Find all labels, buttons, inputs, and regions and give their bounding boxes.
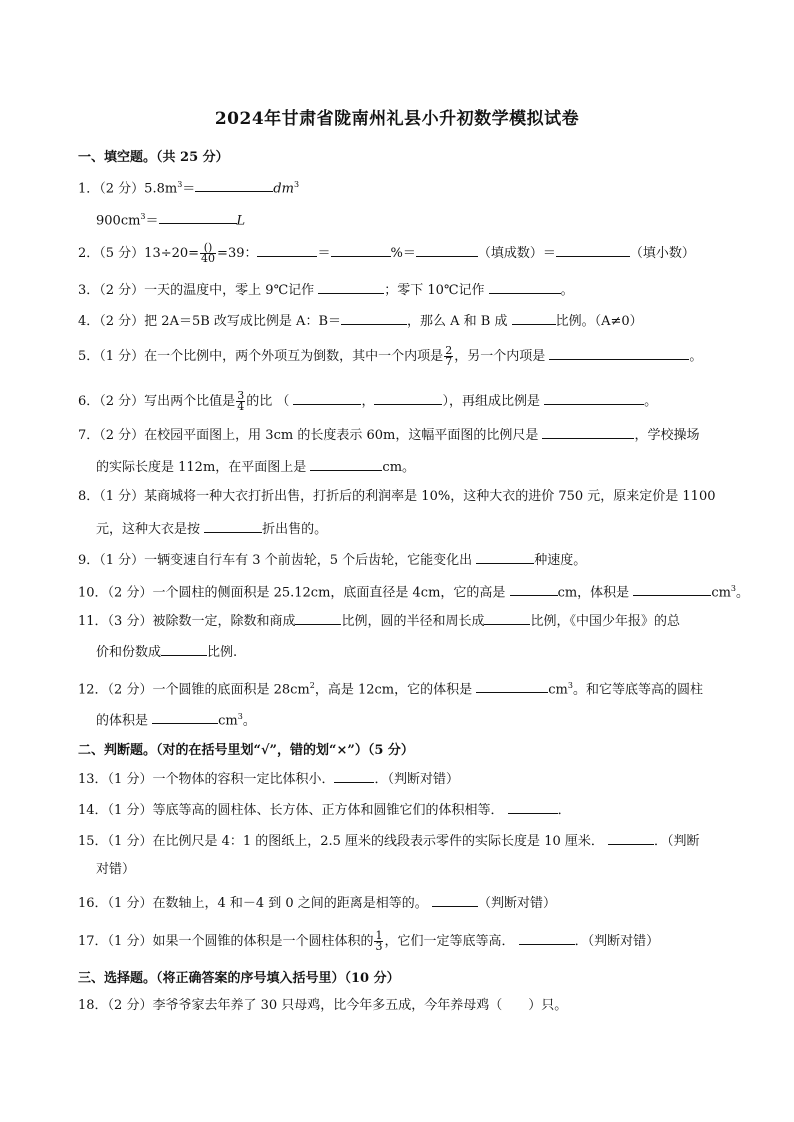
q13-text: ．（判断对错） (374, 772, 459, 787)
answer-blank[interactable] (416, 244, 478, 257)
section-heading-fill-in: 一、填空题。（共 25 分） (78, 150, 229, 165)
q6-text: 。 (644, 394, 658, 409)
question-16 (78, 894, 556, 912)
q17-text: ，它们一定等底等高． (384, 934, 515, 949)
q4-text: 比例。（A≠0） (555, 314, 643, 329)
question-18 (78, 998, 567, 1014)
numerator: 3 (237, 389, 245, 402)
q2-text: =39： (217, 246, 258, 261)
q5-text: 。 (689, 349, 703, 364)
q10-text: 。 (736, 585, 750, 601)
q2-text: （填小数） (629, 246, 695, 261)
answer-blank[interactable] (341, 312, 407, 325)
q2-prefix: 2．（5 分）13÷20= (78, 246, 200, 261)
q7-text: cm。 (382, 460, 416, 475)
q1a-prefix: 1．（2 分）5.8m (78, 181, 178, 197)
q3-text: 3．（2 分）一天的温度中，零上 9℃记作 (78, 283, 315, 298)
q9-text: 9．（1 分）一辆变速自行车有 3 个前齿轮，5 个后齿轮，它能变化出 (78, 553, 473, 568)
q12-text: ，高是 12cm，它的体积是 (314, 682, 473, 698)
q6-text: ），再组成比例是 (442, 394, 540, 409)
q6-text: ， (361, 394, 375, 409)
q5-text: ，另一个内项是 (454, 349, 546, 364)
question-1b (96, 209, 245, 229)
q11-text: 价和份数成 (96, 645, 162, 660)
q11-text: 比例，《中国少年报》的总 (530, 614, 680, 629)
question-11-cont (96, 643, 237, 661)
question-12 (78, 678, 703, 698)
question-7 (78, 426, 699, 444)
question-15-cont (96, 862, 135, 878)
answer-blank[interactable] (484, 612, 530, 625)
answer-blank[interactable] (633, 583, 711, 596)
fraction (200, 243, 216, 264)
q12-text: cm (218, 713, 238, 729)
question-6 (78, 391, 657, 412)
answer-blank[interactable] (295, 612, 341, 625)
q10-text: cm，体积是 (557, 585, 630, 601)
question-9 (78, 551, 586, 569)
q11-text: 比例，圆的半径和周长成 (341, 614, 485, 629)
q2-text: %＝ (390, 246, 416, 261)
unit: L (236, 213, 246, 229)
q8-text: 折出售的。 (262, 522, 328, 537)
q7-text: 7．（2 分）在校园平面图上，用 3cm 的长度表示 60m，这幅平面图的比例尺是 (78, 428, 539, 443)
q14-text: 14．（1 分）等底等高的圆柱体、长方体、正方体和圆锥它们的体积相等． (78, 803, 504, 818)
answer-blank[interactable] (489, 281, 561, 294)
answer-blank[interactable] (318, 281, 384, 294)
equals: ＝ (145, 213, 159, 229)
q12-text: 12．（2 分）一个圆锥的底面积是 28cm (78, 682, 310, 698)
question-12-cont (96, 709, 256, 729)
superscript: 3 (237, 712, 243, 721)
q11-text: 比例. (207, 645, 238, 660)
q2-text: （填成数）＝ (477, 246, 556, 261)
answer-blank[interactable] (195, 179, 273, 192)
answer-blank[interactable] (334, 770, 374, 783)
q12-text: 。 (242, 713, 256, 729)
answer-blank[interactable] (510, 583, 558, 596)
question-7-cont (96, 458, 415, 476)
answer-blank[interactable] (293, 392, 361, 405)
q5-text: 5．（1 分）在一个比例中，两个外项互为倒数，其中一个内项是 (78, 349, 444, 364)
section-heading-true-false: 二、判断题。（对的在括号里划“√”，错的划“×”）（5 分） (78, 743, 414, 758)
denominator: 40 (201, 252, 216, 265)
answer-blank[interactable] (476, 551, 534, 564)
question-8 (78, 489, 716, 505)
fraction (236, 391, 245, 412)
q8-text: 8．（1 分）某商城将一种大衣打折出售，打折后的利润率是 10%，这种大衣的进价 750 元，原来定价是 1100 (78, 489, 716, 504)
denominator: 4 (237, 400, 245, 413)
fraction (374, 931, 383, 952)
q14-text: ． (557, 803, 571, 818)
q17-text: 17．（1 分）如果一个圆锥的体积是一个圆柱体积的 (78, 934, 374, 949)
unit: dm (273, 181, 294, 197)
q16-text: 16．（1 分）在数轴上，4 和－4 到 0 之间的距离是相等的。 (78, 896, 428, 911)
superscript: 3 (293, 180, 300, 189)
numerator: 2 (445, 344, 453, 357)
q9-text: 种速度。 (534, 553, 587, 568)
q13-text: 13．（1 分）一个物体的容积一定比体积小． (78, 772, 335, 787)
q12-text: 。和它等底等高的圆柱 (572, 682, 703, 698)
answer-blank[interactable] (161, 643, 207, 656)
q4-text: 4．（2 分）把 2A＝5B 改写成比例是 A：B＝ (78, 314, 341, 329)
question-10 (78, 581, 749, 601)
section-heading-multiple-choice: 三、选择题。（将正确答案的序号填入括号里）（10 分） (78, 971, 400, 986)
answer-blank[interactable] (257, 244, 317, 257)
q16-text: （判断对错） (477, 896, 556, 911)
answer-blank[interactable] (556, 244, 630, 257)
question-14 (78, 801, 571, 819)
answer-blank[interactable] (204, 520, 262, 533)
q12-text: cm (548, 682, 568, 698)
q2-text: ＝ (317, 246, 331, 261)
superscript: 3 (177, 180, 183, 189)
question-3 (78, 281, 574, 299)
q4-text: ，那么 A 和 B 成 (407, 314, 508, 329)
q10-text: 10．（2 分）一个圆柱的侧面积是 25.12cm，底面直径是 4cm，它的高是 (78, 585, 506, 601)
q6-text: 6．（2 分）写出两个比值是 (78, 394, 236, 409)
q12-text: 的体积是 (96, 713, 149, 729)
page-title: 2024年甘肃省陇南州礼县小升初数学模拟试卷 (214, 109, 580, 129)
answer-blank[interactable] (608, 832, 654, 845)
numerator: 1 (375, 929, 383, 942)
fraction (444, 346, 453, 367)
question-13 (78, 770, 459, 788)
question-17 (78, 931, 659, 952)
q15-text: 15．（1 分）在比例尺是 4：1 的图纸上，2.5 厘米的线段表示零件的实际长度是 10 厘米． (78, 834, 604, 849)
q8-text: 元，这种大衣是按 (96, 522, 201, 537)
answer-blank[interactable] (549, 347, 689, 360)
superscript: 3 (140, 212, 146, 221)
q11-text: 11．（3 分）被除数一定，除数和商成 (78, 614, 296, 629)
superscript: 3 (567, 681, 573, 690)
question-1a (78, 177, 299, 197)
question-2 (78, 243, 695, 264)
q7-text: ，学校操场 (634, 428, 700, 443)
question-8-cont (96, 520, 327, 538)
answer-blank[interactable] (432, 894, 478, 907)
question-4 (78, 312, 643, 330)
answer-blank[interactable] (542, 426, 634, 439)
answer-blank[interactable] (374, 392, 442, 405)
answer-blank[interactable] (310, 458, 382, 471)
q15-text: 对错） (96, 862, 136, 877)
answer-blank[interactable] (512, 312, 556, 325)
answer-blank[interactable] (476, 680, 548, 693)
q3-text: 。 (560, 283, 574, 298)
denominator: 3 (375, 940, 383, 953)
question-15 (78, 832, 700, 850)
answer-blank[interactable] (508, 801, 558, 814)
answer-blank[interactable] (159, 211, 237, 224)
answer-blank[interactable] (519, 932, 575, 945)
equals: ＝ (182, 181, 196, 197)
q3-text: ；零下 10℃记作 (384, 283, 485, 298)
numerator: () (200, 243, 216, 254)
denominator: 7 (445, 355, 453, 368)
answer-blank[interactable] (331, 244, 391, 257)
superscript: 3 (730, 584, 737, 593)
answer-blank[interactable] (152, 711, 218, 724)
q6-text: 的比 （ (246, 394, 290, 409)
superscript: 2 (309, 681, 315, 690)
q17-text: ．（判断对错） (574, 934, 660, 949)
q7-text: 的实际长度是 112m，在平面图上是 (96, 460, 307, 475)
answer-blank[interactable] (544, 392, 644, 405)
q18-text: 18．（2 分）李爷爷家去年养了 30 只母鸡，比今年多五成，今年养母鸡（ ）只。 (78, 998, 568, 1013)
q15-text: ．（判断 (654, 834, 700, 849)
question-5 (78, 346, 702, 367)
q10-text: cm (711, 585, 731, 601)
question-11 (78, 612, 680, 630)
q1b-prefix: 900cm (96, 213, 141, 229)
